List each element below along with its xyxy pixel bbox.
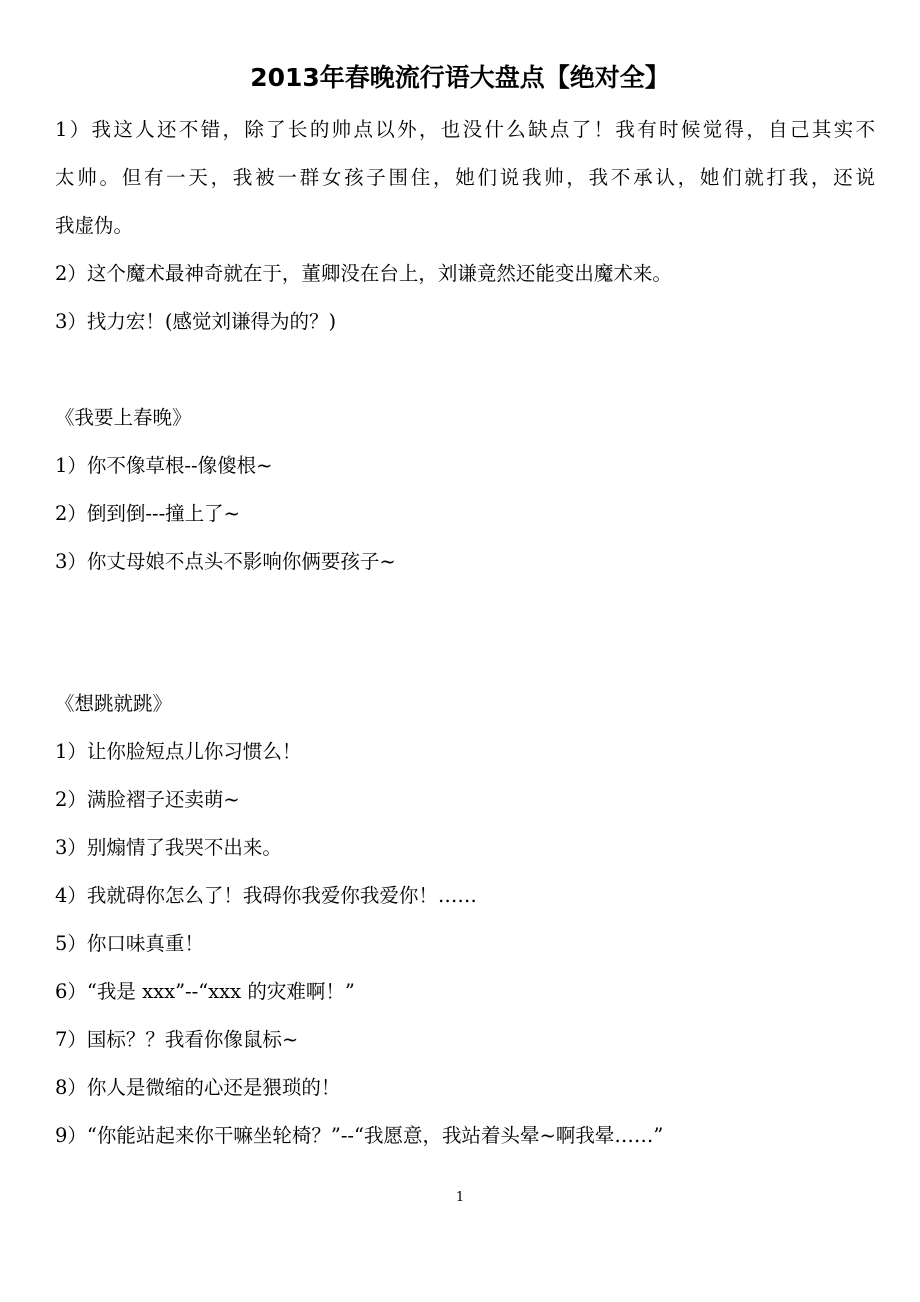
section2-item-2: 2）满脸褶子还卖萌~: [55, 788, 240, 811]
intro-item-1-line-3: 我虚伪。: [55, 214, 134, 237]
section2-item-8: 8）你人是微缩的心还是猥琐的！: [55, 1076, 341, 1099]
section2-item-7: 7）国标？？我看你像鼠标~: [55, 1028, 299, 1051]
section2-item-6: 6）“我是 xxx”--“xxx 的灾难啊！”: [55, 980, 355, 1003]
section1-item-2: 2）倒到倒---撞上了~: [55, 502, 241, 525]
section2-item-5: 5）你口味真重！: [55, 932, 204, 955]
section-heading-wo-yao-shang-chun-wan: 《我要上春晚》: [55, 406, 192, 429]
page-number: 1: [455, 1190, 465, 1205]
section1-item-3: 3）你丈母娘不点头不影响你俩要孩子~: [55, 550, 396, 573]
section2-item-4: 4）我就碍你怎么了！我碍你我爱你我爱你！……: [55, 884, 477, 907]
section2-item-3: 3）别煽情了我哭不出来。: [55, 836, 282, 859]
document-title: 2013年春晚流行语大盘点【绝对全】: [250, 63, 670, 92]
section2-item-1: 1）让你脸短点儿你习惯么！: [55, 740, 302, 763]
intro-item-2: 2）这个魔术最神奇就在于，董卿没在台上，刘谦竟然还能变出魔术来。: [55, 262, 672, 285]
section-heading-xiang-tiao-jiu-tiao: 《想跳就跳》: [55, 692, 173, 715]
section2-item-9: 9）“你能站起来你干嘛坐轮椅？”--“我愿意，我站着头晕~啊我晕……”: [55, 1124, 664, 1147]
intro-item-1-line-2: 太帅。但有一天，我被一群女孩子围住，她们说我帅，我不承认，她们就打我，还说: [55, 166, 875, 189]
intro-item-3: 3）找力宏！(感觉刘谦得为的？): [55, 310, 337, 333]
section1-item-1: 1）你不像草根--像傻根~: [55, 454, 273, 477]
intro-item-1-line-1: 1）我这人还不错，除了长的帅点以外，也没什么缺点了！我有时候觉得，自己其实不: [55, 118, 875, 141]
